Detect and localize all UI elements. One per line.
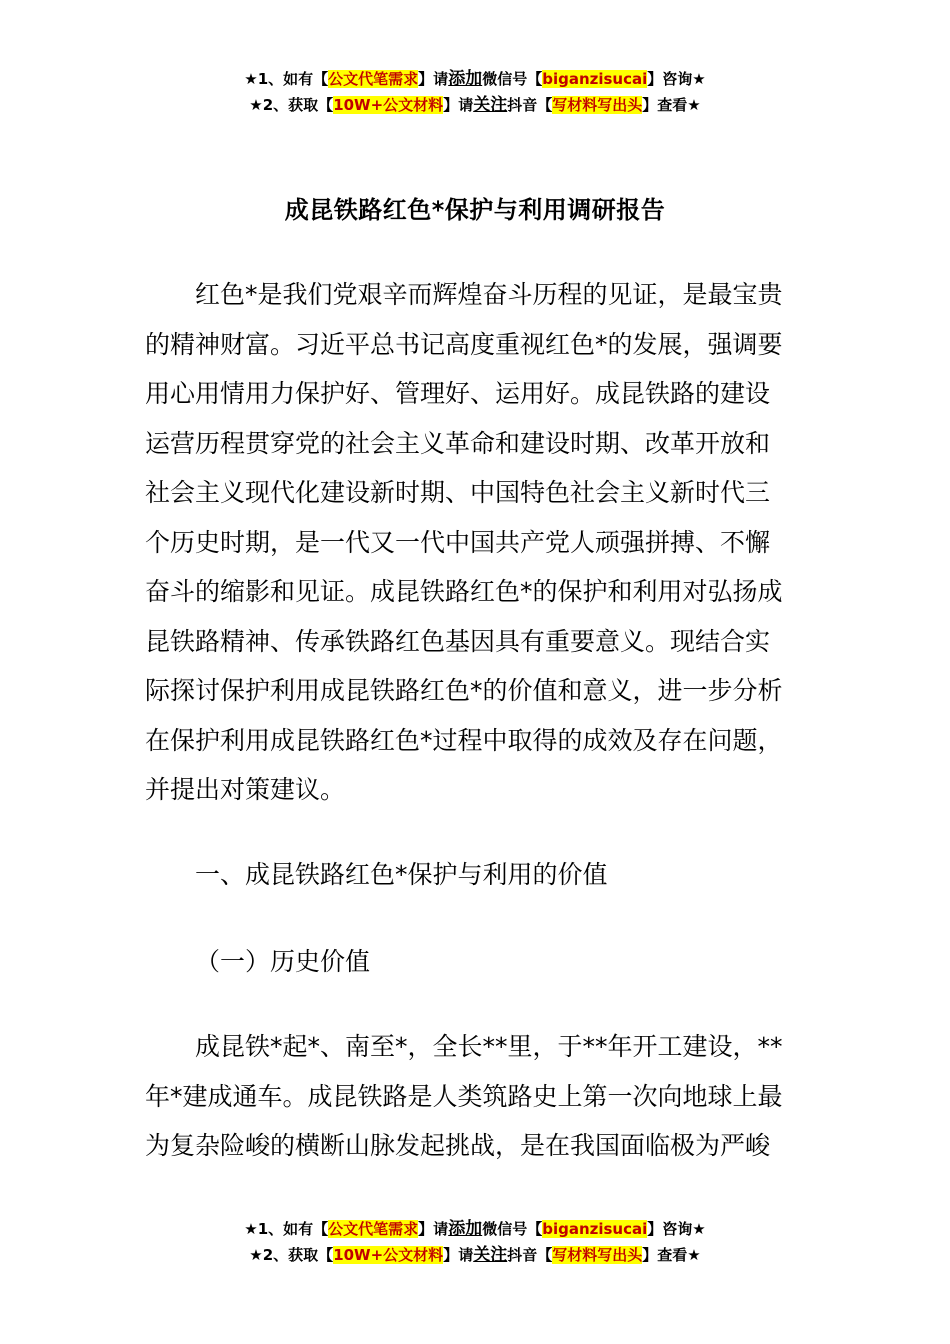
banner-text: ★2、获取【 [249, 96, 334, 114]
paragraph-line: 用心用情用力保护好、管理好、运用好。成昆铁路的建设 [145, 379, 771, 408]
emphasis-follow: 关注 [473, 1245, 508, 1265]
highlight-service: 公文代笔需求 [328, 70, 419, 88]
highlight-service: 公文代笔需求 [328, 1220, 419, 1238]
banner-text: 抖音【 [507, 1246, 553, 1264]
paragraph-line: 奋斗的缩影和见证。成昆铁路红色*的保护和利用对弘扬成 [145, 577, 783, 606]
paragraph-line: 成昆铁*起*、南至*，全长**里，于**年开工建设，** [195, 1032, 783, 1061]
banner-line-2 [0, 92, 950, 118]
banner-text: 】请 [418, 1220, 449, 1238]
paragraph-line: 并提出对策建议。 [145, 775, 346, 804]
highlight-wechat-id: biganzisucai [542, 1220, 648, 1238]
banner-text: 】查看★ [642, 96, 701, 114]
paragraph-line: 在保护利用成昆铁路红色*过程中取得的成效及存在问题， [145, 725, 783, 755]
banner-text: 】咨询★ [647, 70, 706, 88]
banner-text: 】请 [443, 96, 474, 114]
history-paragraph [145, 1022, 805, 1171]
banner-text: 】查看★ [642, 1246, 701, 1264]
paragraph-line: 社会主义现代化建设新时期、中国特色社会主义新时代三 [145, 478, 771, 507]
subsection-heading [145, 937, 805, 987]
subsection-heading-text: （一）历史价值 [195, 947, 371, 976]
banner-line-1 [0, 66, 950, 92]
paragraph-line: 际探讨保护利用成昆铁路红色*的价值和意义，进一步分析 [145, 676, 783, 705]
paragraph-line: 昆铁路精神、传承铁路红色基因具有重要意义。现结合实 [145, 626, 771, 656]
section-heading-text: 一、成昆铁路红色*保护与利用的价值 [195, 860, 608, 889]
document-title: 成昆铁路红色*保护与利用调研报告 [284, 196, 666, 224]
emphasis-add: 添加 [448, 69, 483, 89]
banner-line-2 [0, 1242, 950, 1268]
banner-text: ★2、获取【 [249, 1246, 334, 1264]
section-heading [145, 850, 805, 900]
banner-text: 微信号【 [482, 1220, 543, 1238]
highlight-materials: 10W+公文材料 [333, 1246, 444, 1264]
footer-banner [0, 1216, 950, 1268]
emphasis-add: 添加 [448, 1219, 483, 1239]
intro-paragraph [145, 270, 805, 815]
banner-text: 】请 [443, 1246, 474, 1264]
banner-text: ★1、如有【 [244, 1220, 329, 1238]
banner-text: 】咨询★ [647, 1220, 706, 1238]
banner-line-1 [0, 1216, 950, 1242]
paragraph-line: 个历史时期，是一代又一代中国共产党人顽强拼搏、不懈 [145, 527, 771, 557]
header-banner [0, 66, 950, 118]
highlight-materials: 10W+公文材料 [333, 96, 444, 114]
paragraph-line: 为复杂险峻的横断山脉发起挑战，是在我国面临极为严峻 [145, 1131, 771, 1160]
highlight-douyin: 写材料写出头 [552, 1246, 643, 1264]
paragraph-line: 红色*是我们党艰辛而辉煌奋斗历程的见证，是最宝贵 [195, 280, 783, 309]
paragraph-line: 的精神财富。习近平总书记高度重视红色*的发展，强调要 [145, 329, 783, 359]
emphasis-follow: 关注 [473, 95, 508, 115]
paragraph-line: 运营历程贯穿党的社会主义革命和建设时期、改革开放和 [145, 428, 771, 458]
banner-text: 抖音【 [507, 96, 553, 114]
paragraph-line: 年*建成通车。成昆铁路是人类筑路史上第一次向地球上最 [145, 1081, 783, 1111]
banner-text: 微信号【 [482, 70, 543, 88]
banner-text: 】请 [418, 70, 449, 88]
highlight-wechat-id: biganzisucai [542, 70, 648, 88]
highlight-douyin: 写材料写出头 [552, 96, 643, 114]
banner-text: ★1、如有【 [244, 70, 329, 88]
